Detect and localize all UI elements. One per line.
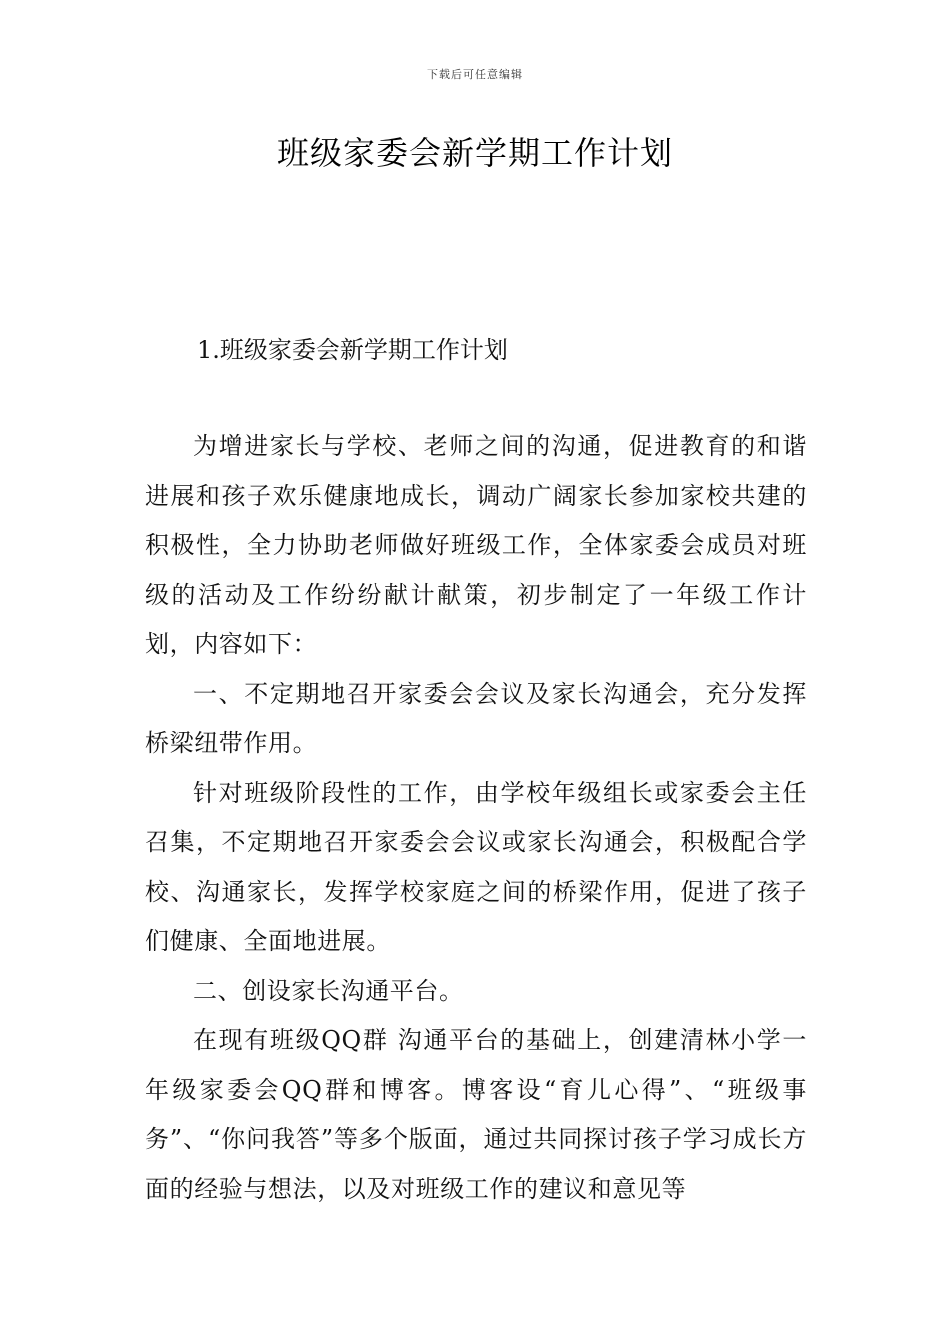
paragraph-item-2-heading: 二、创设家长沟通平台。	[193, 976, 464, 1005]
header-note: 下载后可任意编辑	[427, 68, 523, 81]
document-title: 班级家委会新学期工作计划	[276, 134, 673, 172]
section-heading: 1.班级家委会新学期工作计划	[197, 336, 508, 364]
paragraph-intro: 为增进家长与学校、老师之间的沟通，促进教育的和谐进展和孩子欢乐健康地成长，调动广阔家长参加家校共建的积极性，全力协助老师做好班级工作，全体家委会成员对班级的活动及工作纷纷献计献策，初步制定了一年级工作计划，内容如下：	[145, 432, 807, 658]
body-text	[145, 422, 807, 1214]
paragraph-item-1-heading: 一、不定期地召开家委会会议及家长沟通会，充分发挥桥梁纽带作用。	[145, 679, 807, 757]
paragraph-item-2-body: 在现有班级QQ群 沟通平台的基础上，创建清林小学一年级家委会QQ群和博客。博客设“育儿心得”、“班级事务”、“你问我答”等多个版面，通过共同探讨孩子学习成长方面的经验与想法，以及对班级工作的建议和意见等	[145, 1026, 807, 1203]
paragraph-item-1-body: 针对班级阶段性的工作，由学校年级组长或家委会主任召集，不定期地召开家委会会议或家长沟通会，积极配合学校、沟通家长，发挥学校家庭之间的桥梁作用，促进了孩子们健康、全面地进展。	[145, 778, 807, 955]
